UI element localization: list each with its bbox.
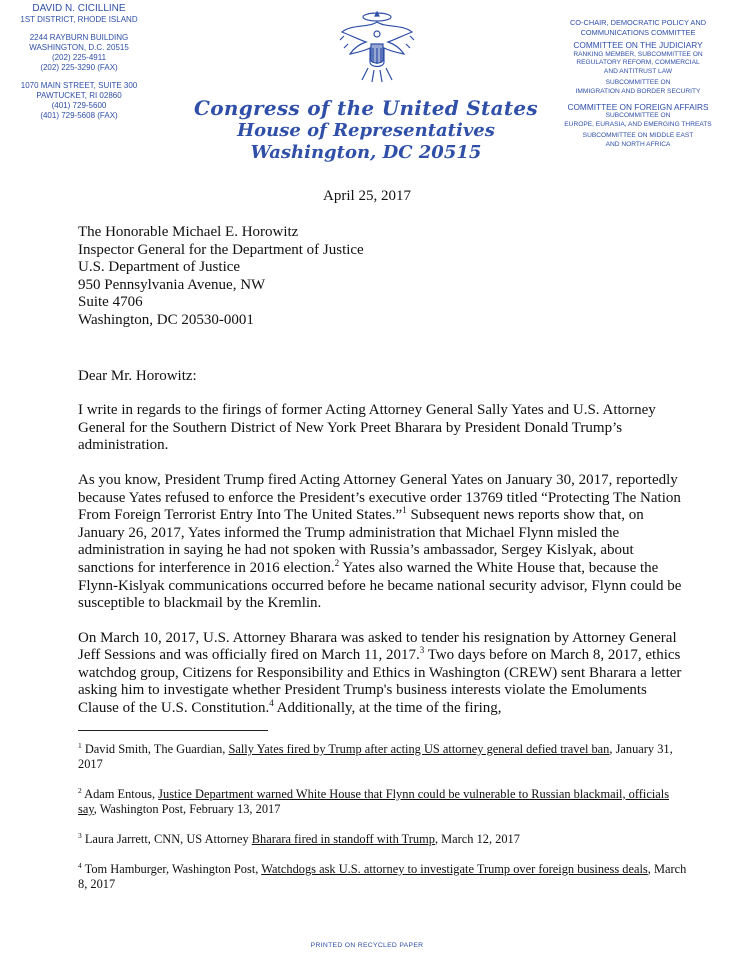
subcommittee-line: RANKING MEMBER, SUBCOMMITTEE ON [573,50,703,58]
dc-office-line: (202) 225-4911 [51,53,107,62]
footnote-link[interactable]: Watchdogs ask U.S. attorney to investigate Trump over foreign business deals [261,861,648,876]
subcommittee-line: SUBCOMMITTEE ON MIDDLE EAST [582,132,694,140]
dc-office-line: 2244 RAYBURN BUILDING [29,33,129,42]
footnote-divider [78,730,268,731]
subcommittee-line: AND ANTITRUST LAW [603,67,673,75]
salutation: Dear Mr. Horowitz: [78,367,197,384]
footnote-link[interactable]: Sally Yates fired by Trump after acting US attorney general defied travel ban [228,741,610,756]
house-seal-icon [338,6,416,86]
committee-judiciary: COMMITTEE ON THE JUDICIARY [573,40,703,51]
footnote-number: 3 [78,830,82,840]
district-office-line: PAWTUCKET, RI 02860 [36,91,122,100]
subcommittee-line: EUROPE, EURASIA, AND EMERGING THREATS [564,120,712,128]
letter-body [78,224,688,892]
letter-date: April 25, 2017 [323,188,411,204]
paragraph-2-text: As you know, President Trump fired Acting Attorney General Yates on January 30, 2017, reportedly because Yates refused to enforce the President’s executive order 13769 titled “Protecting The Nation From Foreign Terrorist Entry Into The United States.” [78,471,681,524]
committee-line: COMMUNICATIONS COMMITTEE [580,27,696,37]
member-name: DAVID N. CICILLINE [32,3,126,14]
footnote [78,862,688,892]
district-office-line: (401) 729-5608 (FAX) [40,111,118,120]
subcommittee-line: IMMIGRATION AND BORDER SECURITY [575,88,701,96]
district-office-line: (401) 729-5600 [51,101,107,110]
paragraph-2-text: Yates also warned the White House that, because the Flynn-Kislyak communications occurred before he became national security advisor, Flynn could be susceptible to blackmail by the Kremlin. [78,559,682,612]
committee-foreign-affairs: COMMITTEE ON FOREIGN AFFAIRS [567,101,709,112]
committee-info [548,18,728,150]
paragraph-3-text: Additionally, at the time of the firing, [273,700,502,717]
dc-office-line: WASHINGTON, D.C. 20515 [29,43,129,52]
paragraph-2-text: Subsequent news reports show that, on January 26, 2017, Yates informed the Trump administration that Michael Flynn misled the administration in saying he had not spoken with Russia’s ambassador, Sergey Kislyak, about sanctions for interference in 2016 election. [78,507,644,576]
footnote-number: 4 [78,860,82,870]
paragraph-3-text: On March 10, 2017, U.S. Attorney Bharara was asked to tender his resignation by Attorney General Jeff Sessions and was officially fired on March 11, 2017. [78,629,677,664]
address-line: Washington, DC 20530-0001 [78,311,254,328]
footnote-link[interactable]: Bharara fired in standoff with Trump [251,831,435,846]
address-line: The Honorable Michael E. Horowitz [78,224,299,240]
footnote-ref: 4 [269,698,274,709]
footnote-text: , January 31, 2017 [78,741,673,771]
footnote [78,742,688,772]
member-info [4,3,154,121]
footnote-text: Laura Jarrett, CNN, US Attorney [81,831,252,846]
footnote [78,832,688,847]
footnote-text: David Smith, The Guardian, [81,741,229,756]
footnote-text: , March 8, 2017 [78,861,687,891]
footnote-text: Adam Entous, [81,786,159,801]
masthead-house: House of Representatives [237,120,495,141]
member-district: 1ST DISTRICT, RHODE ISLAND [20,15,138,24]
address-line: Inspector General for the Department of Justice [78,241,364,258]
dc-office-line: (202) 225-3290 (FAX) [40,63,118,72]
district-office-line: 1070 MAIN STREET, SUITE 300 [20,81,138,90]
masthead-congress: Congress of the United States [194,96,538,120]
footnote-ref: 2 [334,557,340,568]
footnote-text: , March 12, 2017 [434,831,520,846]
footnote-ref: 3 [419,645,425,656]
footnote-number: 2 [78,785,82,795]
address-line: U.S. Department of Justice [78,259,241,276]
paragraph-3-text: Two days before on March 8, 2017, ethics watchdog group, Citizens for Responsibility and Ethics in Washington (CREW) sent Bharara a letter asking him to investigate whether President Trump's business interests violate the Emoluments Clause of the U.S. Constitution. [78,647,682,717]
footnote-text: , Washington Post, February 13, 2017 [93,801,281,816]
footnote-link[interactable]: Justice Department warned White House that Flynn could be vulnerable to Russian blackmail, officials say [78,786,670,816]
paragraph-2 [78,472,688,613]
recipient-address [78,224,688,330]
footnote-text: Tom Hamburger, Washington Post, [81,861,262,876]
paragraph-3 [78,630,688,718]
footnote-ref: 1 [402,505,407,516]
footnote-number: 1 [78,740,82,750]
address-line: Suite 4706 [78,294,143,311]
committee-line: CO-CHAIR, DEMOCRATIC POLICY AND [569,18,707,27]
masthead-city: Washington, DC 20515 [250,142,482,163]
subcommittee-line: REGULATORY REFORM, COMMERCIAL [576,59,700,67]
footnote [78,787,688,817]
subcommittee-line: SUBCOMMITTEE ON [605,112,671,120]
address-line: 950 Pennsylvania Avenue, NW [78,276,266,293]
subcommittee-line: AND NORTH AFRICA [605,140,671,148]
subcommittee-line: SUBCOMMITTEE ON [605,79,671,87]
recycled-paper-note: PRINTED ON RECYCLED PAPER [310,942,424,949]
masthead [190,96,542,164]
paragraph-1: I write in regards to the firings of former Acting Attorney General Sally Yates and U.S. Attorney General for the Southern District of New York Preet Bharara by President Donald Trump’s administration. [78,402,656,454]
